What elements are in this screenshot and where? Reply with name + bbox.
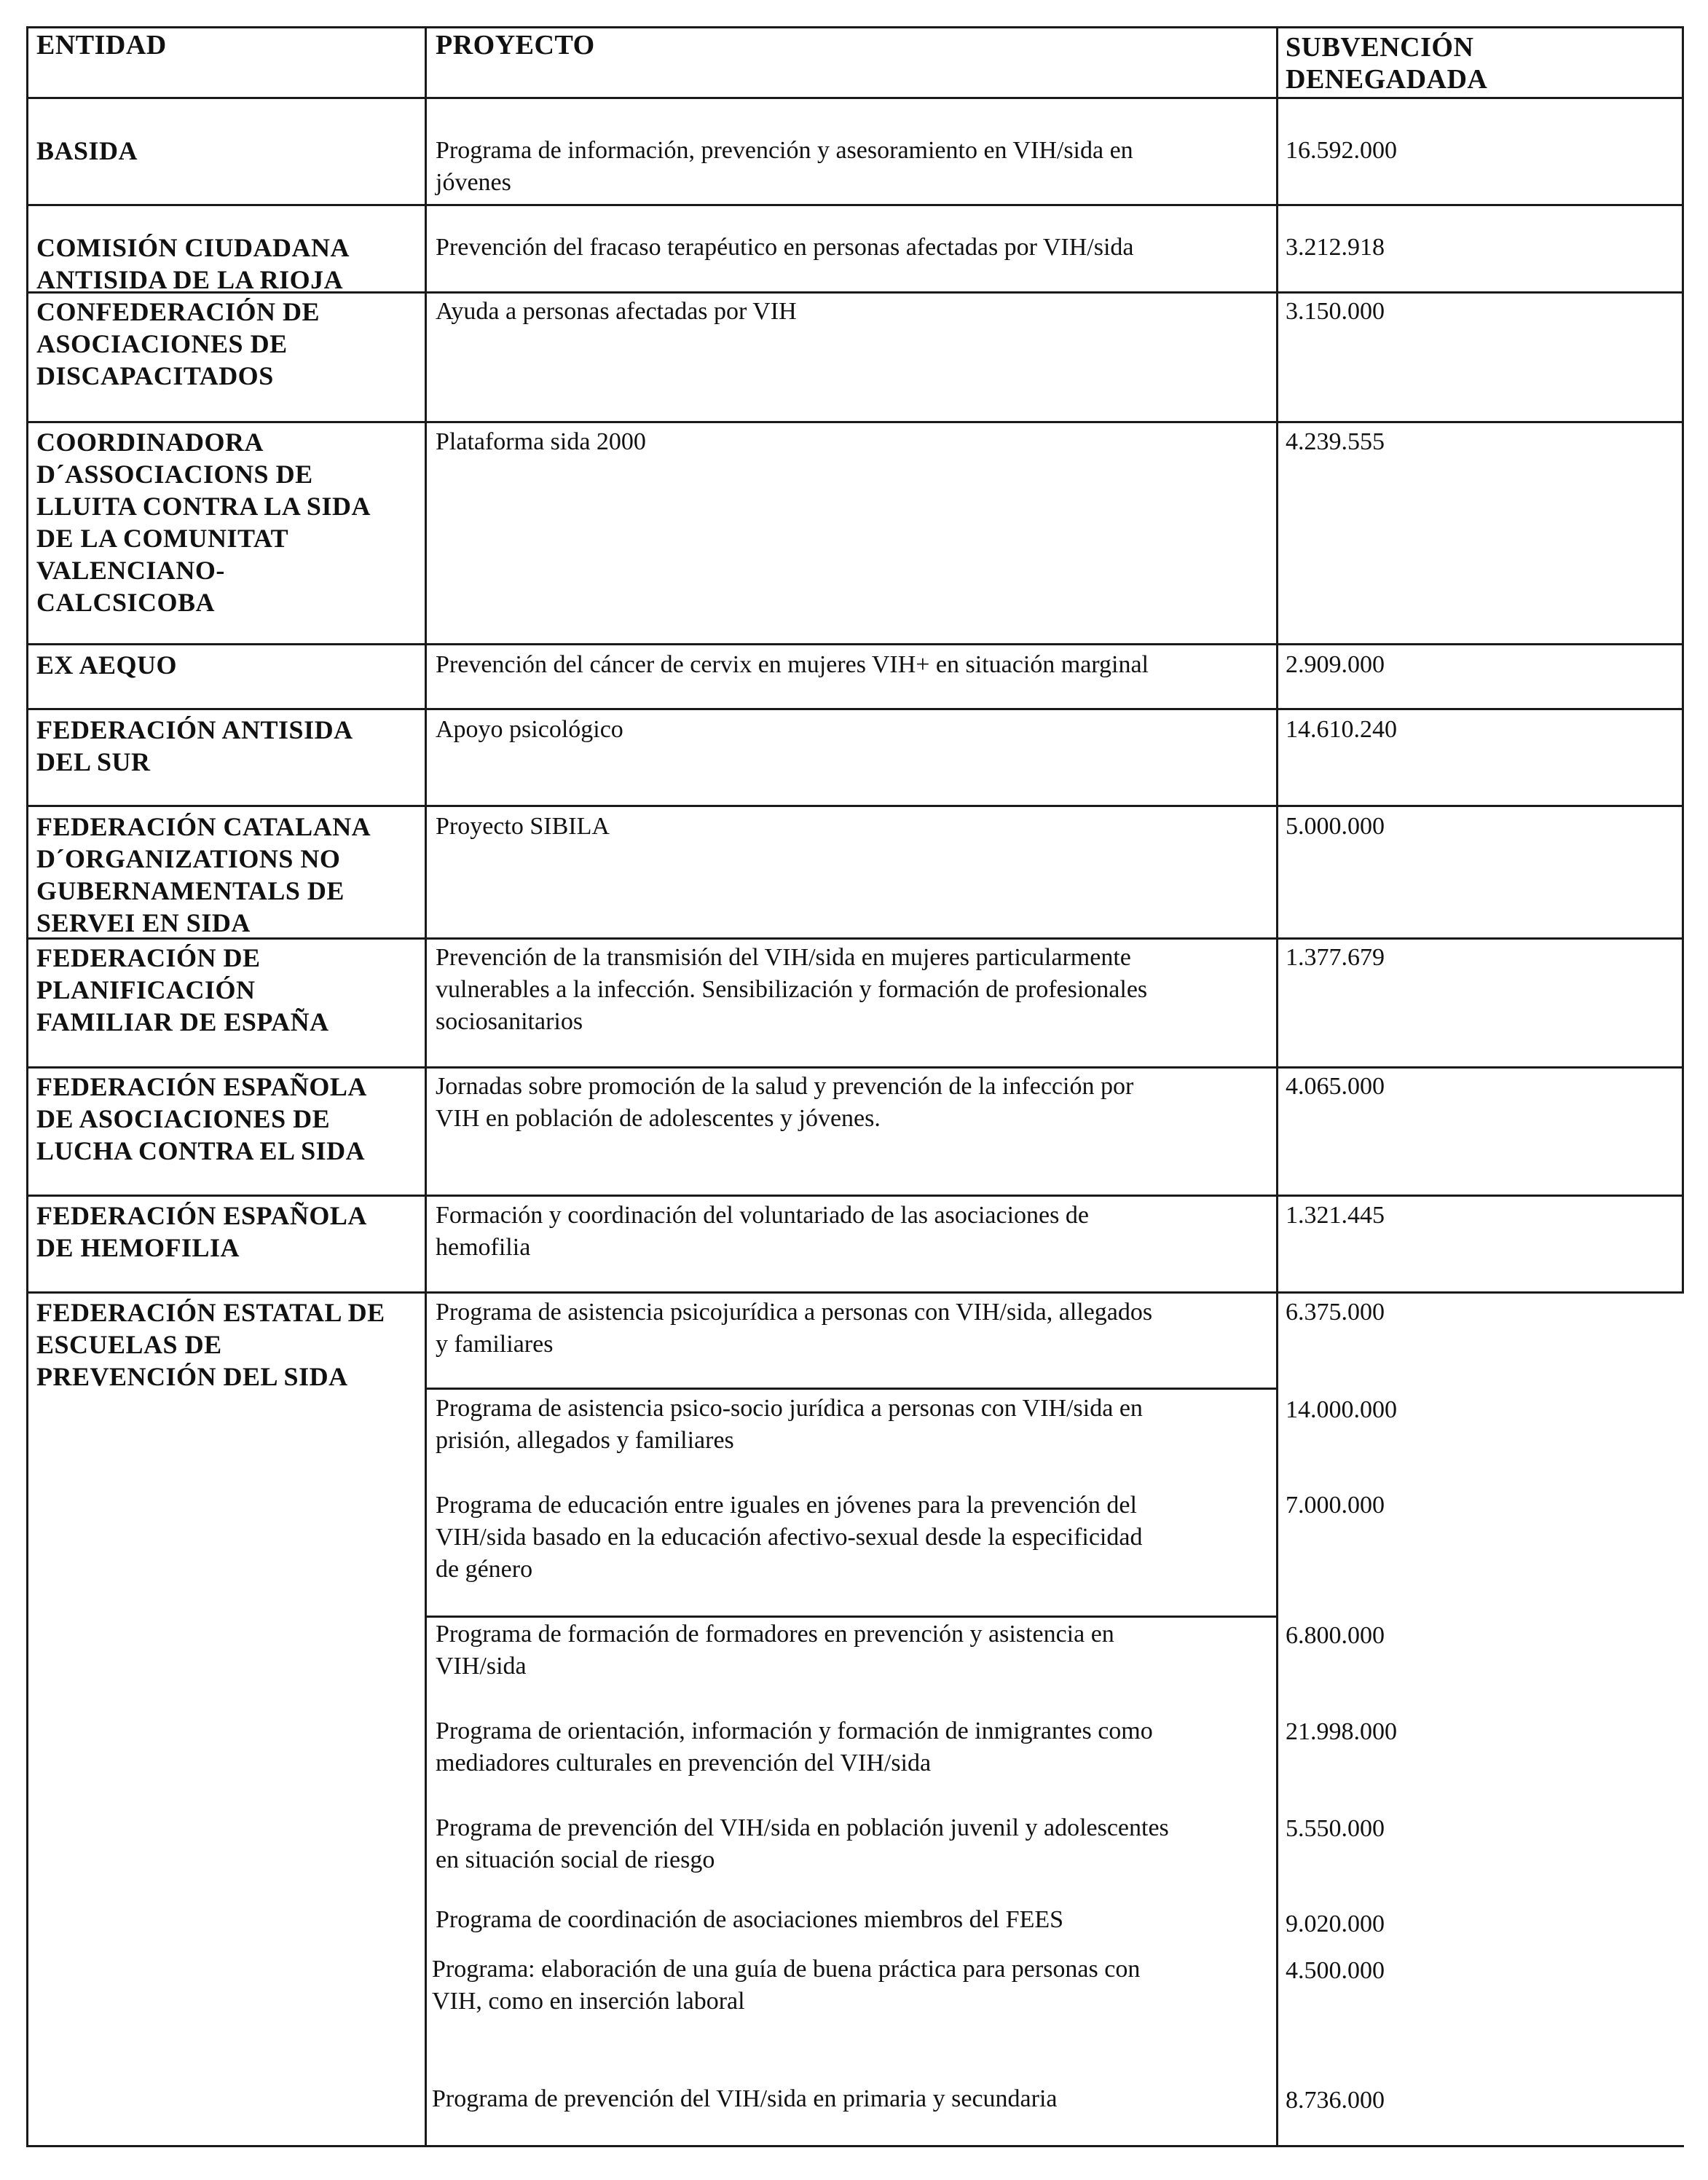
importe-value: 14.610.240 (1286, 716, 1397, 743)
table-rule (1276, 26, 1278, 2146)
proyecto-text: VIH/sida basado en la educación afectivo-sexual desde la especificidad (436, 1524, 1143, 1551)
proyecto-text: Proyecto SIBILA (436, 813, 610, 840)
table-rule (26, 708, 1684, 710)
proyecto-text: Programa: elaboración de una guía de buena práctica para personas con (432, 1956, 1141, 1983)
entidad-name: CALCSICOBA (36, 588, 216, 617)
header-subvencion: DENEGADADA (1286, 64, 1488, 95)
entidad-name: ESCUELAS DE (36, 1330, 222, 1359)
entidad-name: FEDERACIÓN ESPAÑOLA (36, 1201, 367, 1230)
entidad-name: D´ASSOCIACIONS DE (36, 460, 313, 489)
proyecto-text: Programa de asistencia psico-socio jurídica a personas con VIH/sida en (436, 1395, 1143, 1422)
importe-value: 3.212.918 (1286, 234, 1385, 261)
table-rule (26, 805, 1684, 807)
proyecto-text: VIH en población de adolescentes y jóvenes. (436, 1105, 881, 1132)
table-rule (26, 1291, 1684, 1294)
entidad-name: EX AEQUO (36, 650, 178, 680)
proyecto-text: Ayuda a personas afectadas por VIH (436, 298, 797, 325)
importe-value: 1.321.445 (1286, 1202, 1385, 1229)
proyecto-text: Programa de información, prevención y asesoramiento en VIH/sida en (436, 137, 1133, 164)
entidad-name: VALENCIANO- (36, 556, 225, 585)
proyecto-text: Programa de formación de formadores en prevención y asistencia en (436, 1621, 1114, 1648)
importe-value: 1.377.679 (1286, 944, 1385, 971)
proyecto-text: Programa de asistencia psicojurídica a personas con VIH/sida, allegados (436, 1299, 1153, 1326)
table-rule (26, 1066, 1684, 1069)
entidad-name: COMISIÓN CIUDADANA (36, 233, 350, 262)
proyecto-text: mediadores culturales en prevención del VIH/sida (436, 1750, 932, 1776)
importe-value: 8.736.000 (1286, 2087, 1385, 2114)
entidad-name: FEDERACIÓN CATALANA (36, 812, 371, 841)
entidad-name: SERVEI EN SIDA (36, 908, 251, 937)
proyecto-text: Programa de prevención del VIH/sida en población juvenil y adolescentes (436, 1814, 1169, 1841)
entidad-name: ASOCIACIONES DE (36, 329, 288, 358)
proyecto-text: Prevención de la transmisión del VIH/sida en mujeres particularmente (436, 944, 1131, 971)
table-rule (26, 26, 28, 2146)
entidad-name: DEL SUR (36, 747, 151, 776)
entidad-name: BASIDA (36, 136, 138, 165)
table-rule (26, 26, 1684, 28)
importe-value: 4.065.000 (1286, 1073, 1385, 1100)
proyecto-text: de género (436, 1556, 533, 1583)
table-rule (26, 937, 1684, 940)
entidad-name: FEDERACIÓN ESPAÑOLA (36, 1072, 367, 1101)
proyecto-text: jóvenes (436, 169, 511, 196)
proyecto-text: Prevención del cáncer de cervix en mujeres VIH+ en situación marginal (436, 651, 1149, 678)
importe-value: 7.000.000 (1286, 1492, 1385, 1519)
proyecto-text: prisión, allegados y familiares (436, 1427, 734, 1454)
entidad-name: DE ASOCIACIONES DE (36, 1104, 331, 1133)
proyecto-text: sociosanitarios (436, 1008, 583, 1035)
importe-value: 21.998.000 (1286, 1718, 1397, 1745)
importe-value: 4.500.000 (1286, 1957, 1385, 1984)
importe-value: 4.239.555 (1286, 428, 1385, 455)
table-rule (26, 643, 1684, 645)
proyecto-text: hemofilia (436, 1234, 531, 1261)
entidad-name: COORDINADORA (36, 428, 264, 457)
importe-value: 16.592.000 (1286, 137, 1397, 164)
proyecto-text: Programa de coordinación de asociaciones miembros del FEES (436, 1906, 1064, 1933)
table-rule (26, 2145, 1684, 2147)
importe-value: 9.020.000 (1286, 1911, 1385, 1937)
proyecto-text: VIH, como en inserción laboral (432, 1988, 745, 2015)
table-rule (26, 97, 1684, 99)
entidad-name: FAMILIAR DE ESPAÑA (36, 1007, 329, 1036)
proyecto-text: Formación y coordinación del voluntariado de las asociaciones de (436, 1202, 1089, 1229)
importe-value: 6.375.000 (1286, 1299, 1385, 1326)
proyecto-text: Apoyo psicológico (436, 716, 623, 743)
table-rule (425, 1616, 1277, 1618)
entidad-name: PREVENCIÓN DEL SIDA (36, 1362, 348, 1391)
proyecto-text: Plataforma sida 2000 (436, 428, 646, 455)
entidad-name: GUBERNAMENTALS DE (36, 876, 345, 905)
table-rule (1682, 26, 1684, 1294)
entidad-name: PLANIFICACIÓN (36, 975, 256, 1004)
entidad-name: ANTISIDA DE LA RIOJA (36, 265, 344, 294)
entidad-name: LUCHA CONTRA EL SIDA (36, 1136, 366, 1165)
header-entidad: ENTIDAD (36, 30, 167, 60)
entidad-name: FEDERACIÓN ANTISIDA (36, 715, 353, 744)
proyecto-text: vulnerables a la infección. Sensibilización y formación de profesionales (436, 976, 1148, 1003)
entidad-name: LLUITA CONTRA LA SIDA (36, 492, 371, 521)
entidad-name: D´ORGANIZATIONS NO (36, 844, 341, 873)
entidad-name: DE HEMOFILIA (36, 1233, 240, 1262)
entidad-name: DISCAPACITADOS (36, 361, 274, 390)
table-rule (26, 421, 1684, 423)
header-subvencion: SUBVENCIÓN (1286, 32, 1474, 63)
entidad-name: DE LA COMUNITAT (36, 524, 289, 553)
table-rule (26, 204, 1684, 206)
header-proyecto: PROYECTO (436, 30, 595, 60)
importe-value: 6.800.000 (1286, 1622, 1385, 1649)
entidad-name: FEDERACIÓN DE (36, 943, 261, 972)
entidad-name: FEDERACIÓN ESTATAL DE (36, 1298, 385, 1327)
entidad-name: CONFEDERACIÓN DE (36, 297, 320, 326)
proyecto-text: VIH/sida (436, 1653, 527, 1680)
table-rule (425, 26, 427, 2146)
importe-value: 5.550.000 (1286, 1815, 1385, 1842)
proyecto-text: Jornadas sobre promoción de la salud y prevención de la infección por (436, 1073, 1134, 1100)
importe-value: 5.000.000 (1286, 813, 1385, 840)
importe-value: 14.000.000 (1286, 1396, 1397, 1423)
table-rule (26, 1195, 1684, 1197)
importe-value: 2.909.000 (1286, 651, 1385, 678)
proyecto-text: Programa de educación entre iguales en jóvenes para la prevención del (436, 1492, 1137, 1519)
table-rule (425, 1388, 1277, 1390)
importe-value: 3.150.000 (1286, 298, 1385, 325)
proyecto-text: y familiares (436, 1331, 554, 1358)
proyecto-text: Programa de prevención del VIH/sida en primaria y secundaria (432, 2085, 1058, 2112)
proyecto-text: Programa de orientación, información y formación de inmigrantes como (436, 1717, 1153, 1744)
proyecto-text: en situación social de riesgo (436, 1846, 715, 1873)
proyecto-text: Prevención del fracaso terapéutico en personas afectadas por VIH/sida (436, 234, 1134, 261)
